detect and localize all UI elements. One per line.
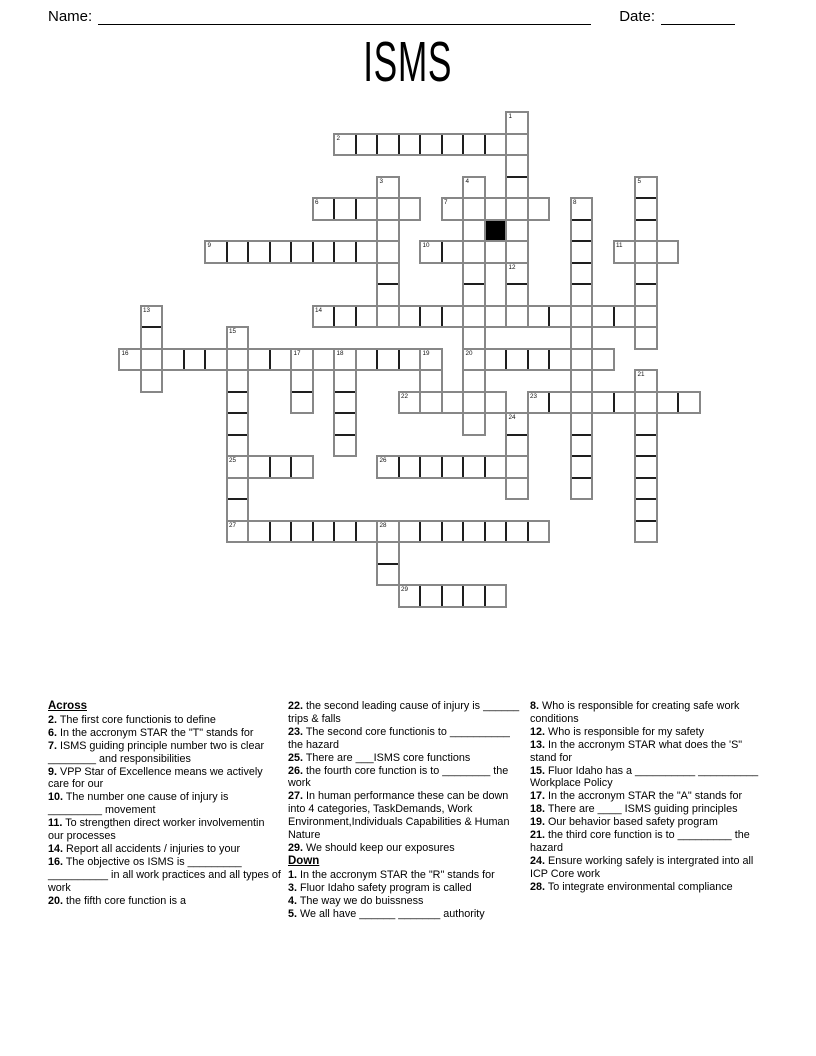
clue-item: 4. The way we do buissness	[288, 894, 424, 907]
name-label: Name:	[48, 8, 93, 25]
grid-cell[interactable]	[635, 370, 657, 392]
grid-cell[interactable]	[270, 521, 292, 543]
cell-number: 27	[229, 521, 237, 529]
grid-cell[interactable]	[506, 241, 528, 263]
grid-cell[interactable]	[635, 392, 657, 414]
grid-cell[interactable]	[506, 198, 528, 220]
clue-number: 13.	[530, 738, 546, 751]
grid-cell[interactable]	[571, 370, 593, 392]
grid-cell[interactable]	[571, 456, 593, 478]
grid-cell[interactable]	[377, 542, 399, 564]
grid-cell[interactable]	[141, 327, 163, 349]
grid-cell[interactable]	[571, 220, 593, 242]
clue-column	[48, 700, 281, 908]
clue-item: 22. the second leading cause of injury is ______ trips & falls	[288, 700, 520, 725]
grid-cell[interactable]	[119, 349, 141, 371]
grid-cell[interactable]	[399, 306, 421, 328]
clue-item: 26. the fourth core function is to ________ the work	[288, 764, 509, 790]
grid-cell[interactable]	[356, 198, 378, 220]
clue-number: 18.	[530, 803, 546, 816]
grid-cell[interactable]	[334, 134, 356, 156]
grid-cell[interactable]	[635, 499, 657, 521]
grid-cell[interactable]	[141, 349, 163, 371]
grid-cell[interactable]	[399, 585, 421, 607]
cell-number: 19	[422, 349, 430, 357]
grid-cell[interactable]	[227, 327, 249, 349]
clue-item: 17. In the accronym STAR the "A" stands for	[530, 790, 743, 803]
grid-cell[interactable]	[377, 134, 399, 156]
grid-cell[interactable]	[141, 370, 163, 392]
grid-cell[interactable]	[528, 521, 550, 543]
grid-cell[interactable]	[334, 306, 356, 328]
cell-number: 29	[401, 586, 409, 593]
grid-cell[interactable]	[291, 456, 313, 478]
clue-item: 25. There are ___ISMS core functions	[288, 751, 471, 764]
grid-cell[interactable]	[635, 478, 657, 500]
grid-cell[interactable]	[442, 241, 464, 263]
clue-number: 28.	[530, 880, 546, 893]
cell-number: 5	[637, 177, 642, 185]
grid-cell[interactable]	[442, 585, 464, 607]
cell-number: 17	[293, 349, 301, 357]
clue-number: 6.	[48, 726, 58, 739]
clue-number: 25.	[288, 751, 304, 764]
grid-cell[interactable]	[549, 306, 571, 328]
grid-cell[interactable]	[420, 392, 442, 414]
grid-cell[interactable]	[227, 349, 249, 371]
grid-cell[interactable]	[592, 392, 614, 414]
cell-number: 11	[616, 242, 623, 249]
grid-cell[interactable]	[377, 241, 399, 263]
grid-cell[interactable]	[614, 392, 636, 414]
grid-cell[interactable]	[528, 392, 550, 414]
grid-cell[interactable]	[420, 585, 442, 607]
black-cell	[485, 220, 507, 242]
grid-cell[interactable]	[420, 521, 442, 543]
cell-number: 20	[465, 349, 473, 357]
clue-item: 1. In the accronym STAR the "R" stands for	[288, 868, 495, 881]
grid-cell[interactable]	[657, 392, 679, 414]
grid-cell[interactable]	[506, 155, 528, 177]
grid-cell[interactable]	[463, 263, 485, 285]
clue-item: 8. Who is responsible for creating safe work conditions	[530, 700, 740, 725]
grid-cell[interactable]	[334, 198, 356, 220]
clue-number: 16.	[48, 855, 64, 868]
clue-section-heading: Down	[288, 854, 320, 867]
grid-cell[interactable]	[571, 435, 593, 457]
grid-cell[interactable]	[248, 241, 270, 263]
grid-cell[interactable]	[571, 327, 593, 349]
grid-cell[interactable]	[635, 284, 657, 306]
grid-cell[interactable]	[442, 134, 464, 156]
clue-column	[288, 700, 521, 920]
clue-item: 9. VPP Star of Excellence means we actively care for our	[48, 765, 263, 791]
cell-number: 16	[121, 349, 129, 357]
grid-cell[interactable]	[485, 134, 507, 156]
cell-number: 18	[336, 349, 344, 357]
clue-item: 6. In the accronym STAR the "T" stands for	[48, 726, 254, 739]
grid-cell[interactable]	[270, 349, 292, 371]
grid-cell[interactable]	[635, 198, 657, 220]
grid-cell[interactable]	[506, 134, 528, 156]
cell-number: 13	[143, 306, 151, 314]
clue-item: 13. In the accronym STAR what does the 'S" stand for	[530, 738, 743, 764]
grid-cell[interactable]	[184, 349, 206, 371]
cell-number: 7	[444, 199, 448, 206]
grid-cell[interactable]	[463, 521, 485, 543]
grid-cell[interactable]	[614, 241, 636, 263]
cell-number: 22	[401, 392, 409, 400]
grid-cell[interactable]	[227, 241, 249, 263]
cell-number: 24	[508, 414, 516, 421]
grid-cell[interactable]	[377, 220, 399, 242]
grid-cell[interactable]	[635, 413, 657, 435]
grid-cell[interactable]	[635, 220, 657, 242]
clue-number: 20.	[48, 894, 64, 907]
clue-item: 21. the third core function is to _________ the hazard	[530, 829, 750, 854]
cell-number: 3	[379, 177, 384, 185]
grid-cell[interactable]	[377, 306, 399, 328]
clue-number: 2.	[48, 713, 58, 726]
clue-number: 12.	[530, 725, 546, 738]
grid-cell[interactable]	[506, 349, 528, 371]
grid-cell[interactable]	[377, 564, 399, 586]
grid-cell[interactable]	[549, 392, 571, 414]
grid-cell[interactable]	[334, 435, 356, 457]
clue-number: 17.	[530, 790, 546, 803]
grid-cell[interactable]	[291, 241, 313, 263]
grid-cell[interactable]	[571, 306, 593, 328]
grid-cell[interactable]	[205, 349, 227, 371]
grid-cell[interactable]	[571, 392, 593, 414]
grid-cell[interactable]	[377, 521, 399, 543]
grid-cell[interactable]	[356, 134, 378, 156]
cell-number: 21	[637, 371, 645, 378]
cell-number: 4	[465, 177, 470, 185]
clue-number: 8.	[530, 700, 540, 712]
clue-number: 7.	[48, 739, 58, 752]
grid-cell[interactable]	[571, 413, 593, 435]
clue-number: 15.	[530, 764, 546, 777]
grid-cell[interactable]	[571, 198, 593, 220]
grid-cell[interactable]	[463, 241, 485, 263]
grid-cell[interactable]	[506, 112, 528, 134]
cell-number: 1	[508, 113, 513, 120]
grid-cell[interactable]	[313, 198, 335, 220]
grid-cell[interactable]	[571, 349, 593, 371]
grid-cell[interactable]	[442, 198, 464, 220]
grid-cell[interactable]	[399, 349, 421, 371]
grid-cell[interactable]	[442, 306, 464, 328]
grid-cell[interactable]	[506, 263, 528, 285]
grid-cell[interactable]	[420, 306, 442, 328]
grid-cell[interactable]	[313, 306, 335, 328]
grid-cell[interactable]	[506, 177, 528, 199]
clue-item: 12. Who is responsible for my safety	[530, 725, 705, 738]
grid-cell[interactable]	[485, 456, 507, 478]
grid-cell[interactable]	[506, 220, 528, 242]
grid-cell[interactable]	[442, 521, 464, 543]
grid-cell[interactable]	[420, 456, 442, 478]
grid-cell[interactable]	[248, 521, 270, 543]
grid-cell[interactable]	[635, 241, 657, 263]
grid-cell[interactable]	[506, 413, 528, 435]
clue-item: 5. We all have ______ _______ authority	[288, 907, 485, 920]
grid-cell[interactable]	[162, 349, 184, 371]
grid-cell[interactable]	[485, 392, 507, 414]
grid-cell[interactable]	[463, 284, 485, 306]
clue-number: 26.	[288, 764, 304, 777]
grid-cell[interactable]	[635, 456, 657, 478]
grid-cell[interactable]	[463, 370, 485, 392]
grid-cell[interactable]	[592, 306, 614, 328]
clue-number: 22.	[288, 700, 304, 712]
grid-cell[interactable]	[635, 327, 657, 349]
grid-cell[interactable]	[291, 521, 313, 543]
clue-item: 23. The second core functionis to __________ the hazard	[288, 725, 510, 751]
grid-cell[interactable]	[571, 241, 593, 263]
grid-cell[interactable]	[485, 306, 507, 328]
grid-cell[interactable]	[485, 521, 507, 543]
grid-cell[interactable]	[334, 521, 356, 543]
grid-cell[interactable]	[356, 521, 378, 543]
grid-cell[interactable]	[356, 349, 378, 371]
clue-item: 27. In human performance these can be down into 4 categories, TaskDemands, Work Environment,Individuals Capabilities & Human Nature	[288, 790, 510, 842]
grid-cell[interactable]	[399, 456, 421, 478]
cell-number: 2	[336, 134, 341, 142]
grid-cell[interactable]	[291, 392, 313, 414]
grid-cell[interactable]	[334, 349, 356, 371]
clue-number: 11.	[48, 817, 63, 830]
grid-cell[interactable]	[614, 306, 636, 328]
grid-cell[interactable]	[549, 349, 571, 371]
grid-cell[interactable]	[485, 349, 507, 371]
grid-cell[interactable]	[463, 134, 485, 156]
cell-number: 15	[229, 328, 237, 335]
clue-section-heading: Across	[48, 700, 87, 712]
clue-number: 14.	[48, 842, 64, 855]
grid-cell[interactable]	[657, 241, 679, 263]
clue-number: 3.	[288, 881, 298, 894]
clue-number: 24.	[530, 854, 546, 867]
cell-number: 9	[207, 242, 212, 249]
clue-number: 29.	[288, 841, 304, 854]
grid-cell[interactable]	[334, 392, 356, 414]
grid-cell[interactable]	[463, 198, 485, 220]
grid-cell[interactable]	[227, 478, 249, 500]
cell-number: 6	[315, 199, 319, 206]
clue-item: 24. Ensure working safely is intergrated into all ICP Core work	[530, 854, 754, 880]
grid-cell[interactable]	[227, 413, 249, 435]
clue-item: 19. Our behavior based safety program	[530, 816, 718, 829]
clue-number: 5.	[288, 907, 298, 920]
clue-number: 1.	[288, 868, 298, 881]
grid-cell[interactable]	[227, 435, 249, 457]
grid-cell[interactable]	[571, 284, 593, 306]
grid-cell[interactable]	[227, 370, 249, 392]
grid-cell[interactable]	[227, 521, 249, 543]
clue-number: 21.	[530, 829, 546, 842]
grid-cell[interactable]	[635, 177, 657, 199]
grid-cell[interactable]	[141, 306, 163, 328]
grid-cell[interactable]	[248, 349, 270, 371]
grid-cell[interactable]	[463, 585, 485, 607]
clue-number: 27.	[288, 790, 304, 803]
grid-cell[interactable]	[227, 392, 249, 414]
cell-number: 26	[379, 457, 387, 464]
grid-cell[interactable]	[506, 306, 528, 328]
clue-number: 9.	[48, 765, 58, 778]
puzzle-title: ISMS	[363, 30, 453, 94]
cell-number: 10	[422, 242, 430, 249]
grid-cell[interactable]	[678, 392, 700, 414]
clue-item: 18. There are ____ ISMS guiding principles	[530, 803, 738, 816]
cell-number: 8	[573, 199, 577, 206]
clue-number: 23.	[288, 725, 304, 738]
grid-cell[interactable]	[313, 521, 335, 543]
grid-cell[interactable]	[291, 370, 313, 392]
clue-item: 28. To integrate environmental compliance	[530, 880, 733, 893]
grid-cell[interactable]	[420, 241, 442, 263]
grid-cell[interactable]	[399, 198, 421, 220]
clue-number: 4.	[288, 894, 298, 907]
grid-cell[interactable]	[399, 521, 421, 543]
grid-cell[interactable]	[420, 370, 442, 392]
clue-item: 16. The objective os ISMS is _________ __________ in all work practices and all types of work	[48, 855, 281, 894]
grid-cell[interactable]	[248, 456, 270, 478]
grid-cell[interactable]	[356, 306, 378, 328]
date-label: Date:	[619, 8, 656, 25]
grid-cell[interactable]	[463, 177, 485, 199]
grid-cell[interactable]	[463, 349, 485, 371]
grid-cell[interactable]	[463, 392, 485, 414]
clue-item: 7. ISMS guiding principle number two is clear ________ and responsibilities	[48, 739, 265, 765]
grid-cell[interactable]	[377, 263, 399, 285]
grid-cell[interactable]	[463, 306, 485, 328]
clue-item: 2. The first core functionis to define	[48, 713, 216, 726]
grid-cell[interactable]	[506, 435, 528, 457]
grid-cell[interactable]	[420, 134, 442, 156]
grid-cell[interactable]	[528, 198, 550, 220]
cell-number: 14	[315, 306, 323, 314]
grid-cell[interactable]	[635, 435, 657, 457]
grid-cell[interactable]	[485, 585, 507, 607]
grid-cell[interactable]	[420, 349, 442, 371]
grid-cell[interactable]	[506, 284, 528, 306]
grid-cell[interactable]	[399, 134, 421, 156]
grid-cell[interactable]	[528, 349, 550, 371]
clue-item: 29. We should keep our exposures	[288, 841, 455, 854]
grid-cell[interactable]	[334, 413, 356, 435]
grid-cell[interactable]	[485, 198, 507, 220]
grid-cell[interactable]	[270, 456, 292, 478]
grid-cell[interactable]	[463, 413, 485, 435]
grid-cell[interactable]	[377, 456, 399, 478]
clue-item: 11. To strengthen direct worker involvementin our processes	[48, 817, 265, 843]
grid-cell[interactable]	[291, 349, 313, 371]
grid-cell[interactable]	[592, 349, 614, 371]
grid-cell[interactable]	[635, 306, 657, 328]
cell-number: 23	[530, 392, 538, 400]
grid-cell[interactable]	[334, 241, 356, 263]
grid-cell[interactable]	[506, 478, 528, 500]
grid-cell[interactable]	[463, 220, 485, 242]
clue-item: 10. The number one cause of injury is _________ movement	[48, 791, 229, 817]
grid-cell[interactable]	[528, 306, 550, 328]
grid-cell[interactable]	[313, 349, 335, 371]
cell-number: 12	[508, 263, 516, 271]
clue-item: 14. Report all accidents / injuries to your	[48, 842, 241, 855]
grid-cell[interactable]	[463, 327, 485, 349]
grid-cell[interactable]	[377, 177, 399, 199]
grid-cell[interactable]	[313, 241, 335, 263]
clue-item: 3. Fluor Idaho safety program is called	[288, 881, 472, 894]
grid-cell[interactable]	[463, 456, 485, 478]
clue-column	[530, 700, 763, 894]
grid-cell[interactable]	[270, 241, 292, 263]
grid-cell[interactable]	[377, 284, 399, 306]
grid-cell[interactable]	[356, 241, 378, 263]
clue-number: 10.	[48, 791, 64, 804]
grid-cell[interactable]	[635, 263, 657, 285]
grid-cell[interactable]	[506, 521, 528, 543]
grid-cell[interactable]	[205, 241, 227, 263]
grid-cell[interactable]	[635, 521, 657, 543]
grid-cell[interactable]	[377, 198, 399, 220]
grid-cell[interactable]	[571, 263, 593, 285]
grid-cell[interactable]	[227, 456, 249, 478]
grid-cell[interactable]	[399, 392, 421, 414]
clue-item: 15. Fluor Idaho has a __________ __________ Workplace Policy	[530, 764, 759, 790]
grid-cell[interactable]	[334, 370, 356, 392]
grid-cell[interactable]	[571, 478, 593, 500]
clue-number: 19.	[530, 816, 546, 829]
grid-cell[interactable]	[506, 456, 528, 478]
grid-cell[interactable]	[442, 392, 464, 414]
cell-number: 25	[229, 457, 237, 464]
grid-cell[interactable]	[377, 349, 399, 371]
grid-cell[interactable]	[485, 241, 507, 263]
cell-number: 28	[379, 521, 387, 529]
grid-cell[interactable]	[442, 456, 464, 478]
grid-cell[interactable]	[227, 499, 249, 521]
clue-item: 20. the fifth core function is a	[48, 894, 187, 907]
